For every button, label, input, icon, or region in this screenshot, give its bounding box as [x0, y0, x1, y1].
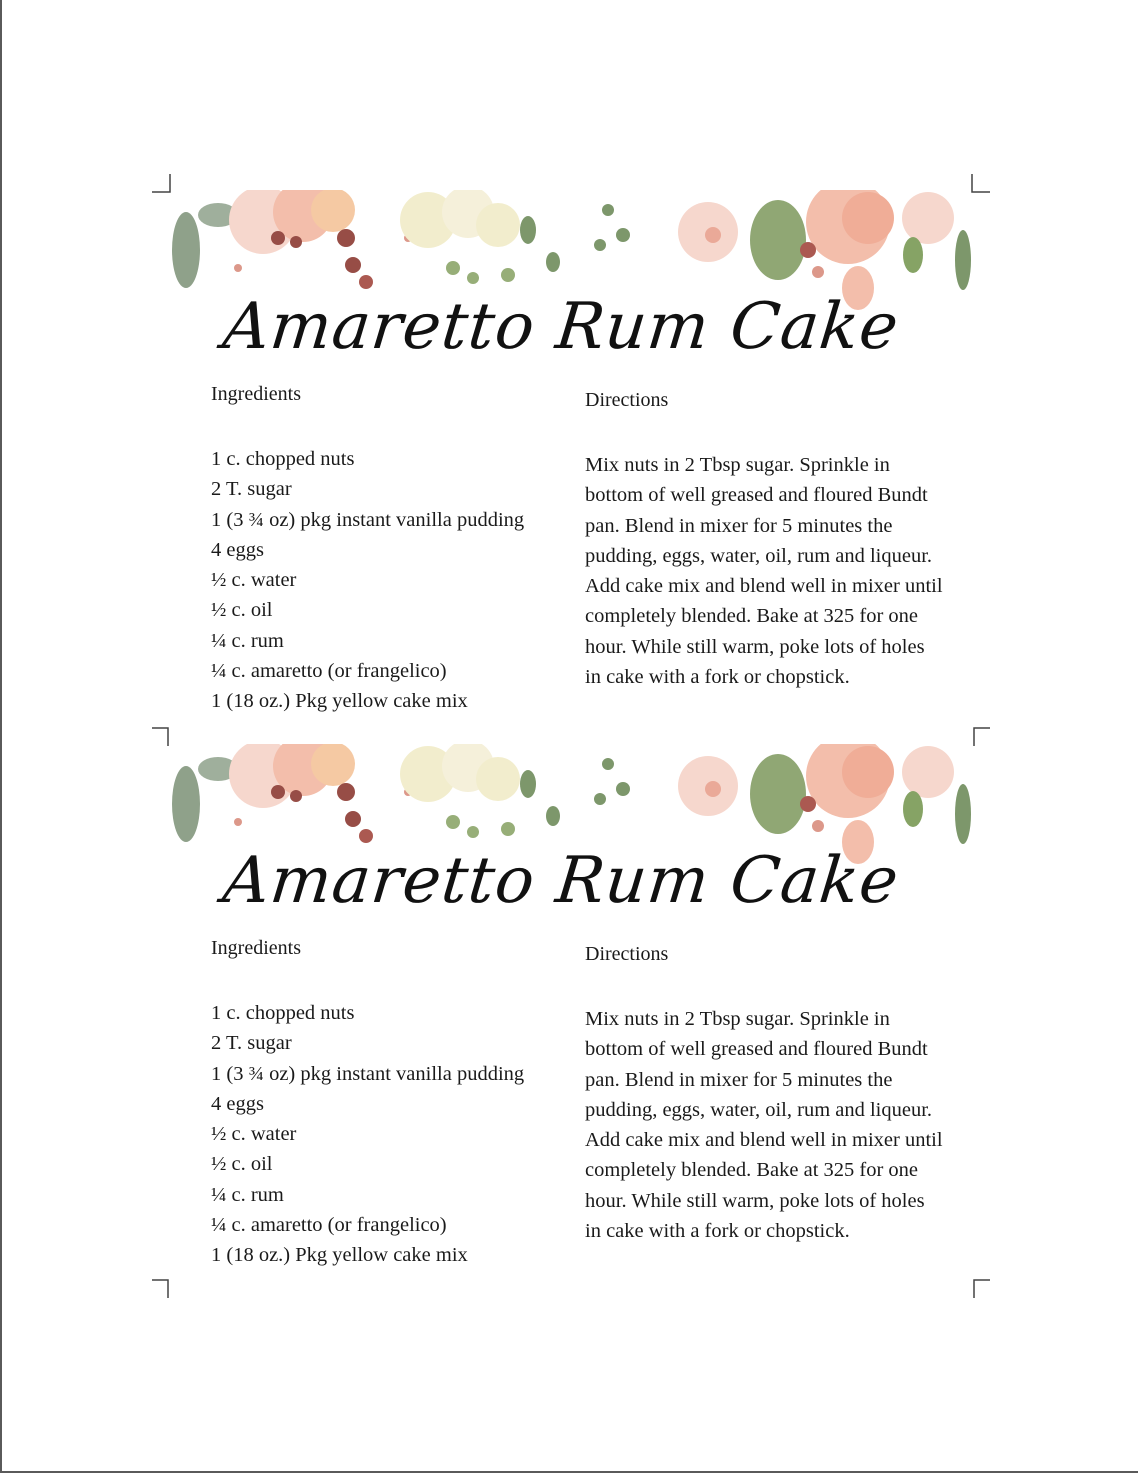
- crop-mark-bottom-left: [150, 1276, 180, 1306]
- recipe-card: [168, 744, 974, 1274]
- ingredient-item: 4 eggs: [211, 538, 264, 561]
- ingredient-item: 1 c. chopped nuts: [211, 448, 355, 470]
- ingredient-item: ¼ c. rum: [211, 629, 284, 652]
- ingredient-item: ¼ c. amaretto (or frangelico): [211, 660, 447, 683]
- directions-heading: Directions: [585, 943, 669, 965]
- recipe-title: Amaretto Rum Cake: [219, 290, 903, 364]
- ingredients-list: [211, 998, 571, 1271]
- ingredient-item: 1 c. chopped nuts: [211, 1002, 355, 1024]
- ingredient-item: ½ c. oil: [211, 1153, 273, 1176]
- directions-text: Mix nuts in 2 Tbsp sugar. Sprinkle in bottom of well greased and floured Bundt pan. Blend in mixer for 5 minutes the pudding, eggs, water, oil, rum and liqueur. Add cake mix and blend well in mixer until completely blended. Bake at 325 for one hour. While still warm, poke lots of holes in cake with a fork or chopstick.: [585, 1008, 943, 1243]
- ingredient-item: 1 (3 ¾ oz) pkg instant vanilla pudding: [211, 508, 525, 531]
- ingredients-heading: Ingredients: [211, 937, 301, 959]
- recipe-title: Amaretto Rum Cake: [219, 844, 903, 918]
- ingredient-item: 1 (18 oz.) Pkg yellow cake mix: [211, 1244, 468, 1267]
- ingredient-item: 4 eggs: [211, 1092, 264, 1115]
- ingredient-item: ½ c. water: [211, 569, 297, 592]
- directions-text: Mix nuts in 2 Tbsp sugar. Sprinkle in bottom of well greased and floured Bundt pan. Blend in mixer for 5 minutes the pudding, eggs, water, oil, rum and liqueur. Add cake mix and blend well in mixer until completely blended. Bake at 325 for one hour. While still warm, poke lots of holes in cake with a fork or chopstick.: [585, 454, 943, 689]
- ingredients-heading: Ingredients: [211, 383, 301, 405]
- recipe-card: [168, 190, 974, 720]
- directions-heading: Directions: [585, 389, 669, 411]
- ingredient-item: 2 T. sugar: [211, 478, 292, 501]
- ingredient-item: 2 T. sugar: [211, 1032, 292, 1055]
- ingredient-item: ¼ c. rum: [211, 1183, 284, 1206]
- ingredient-item: 1 (3 ¾ oz) pkg instant vanilla pudding: [211, 1062, 525, 1085]
- ingredient-item: ¼ c. amaretto (or frangelico): [211, 1214, 447, 1237]
- directions-column: [585, 942, 945, 1246]
- directions-column: [585, 388, 945, 692]
- ingredient-item: ½ c. water: [211, 1123, 297, 1146]
- ingredients-column: [211, 382, 571, 717]
- ingredient-item: ½ c. oil: [211, 599, 273, 622]
- crop-mark-bottom-right: [962, 1276, 992, 1306]
- ingredients-list: [211, 444, 571, 717]
- ingredient-item: 1 (18 oz.) Pkg yellow cake mix: [211, 690, 468, 713]
- ingredients-column: [211, 936, 571, 1271]
